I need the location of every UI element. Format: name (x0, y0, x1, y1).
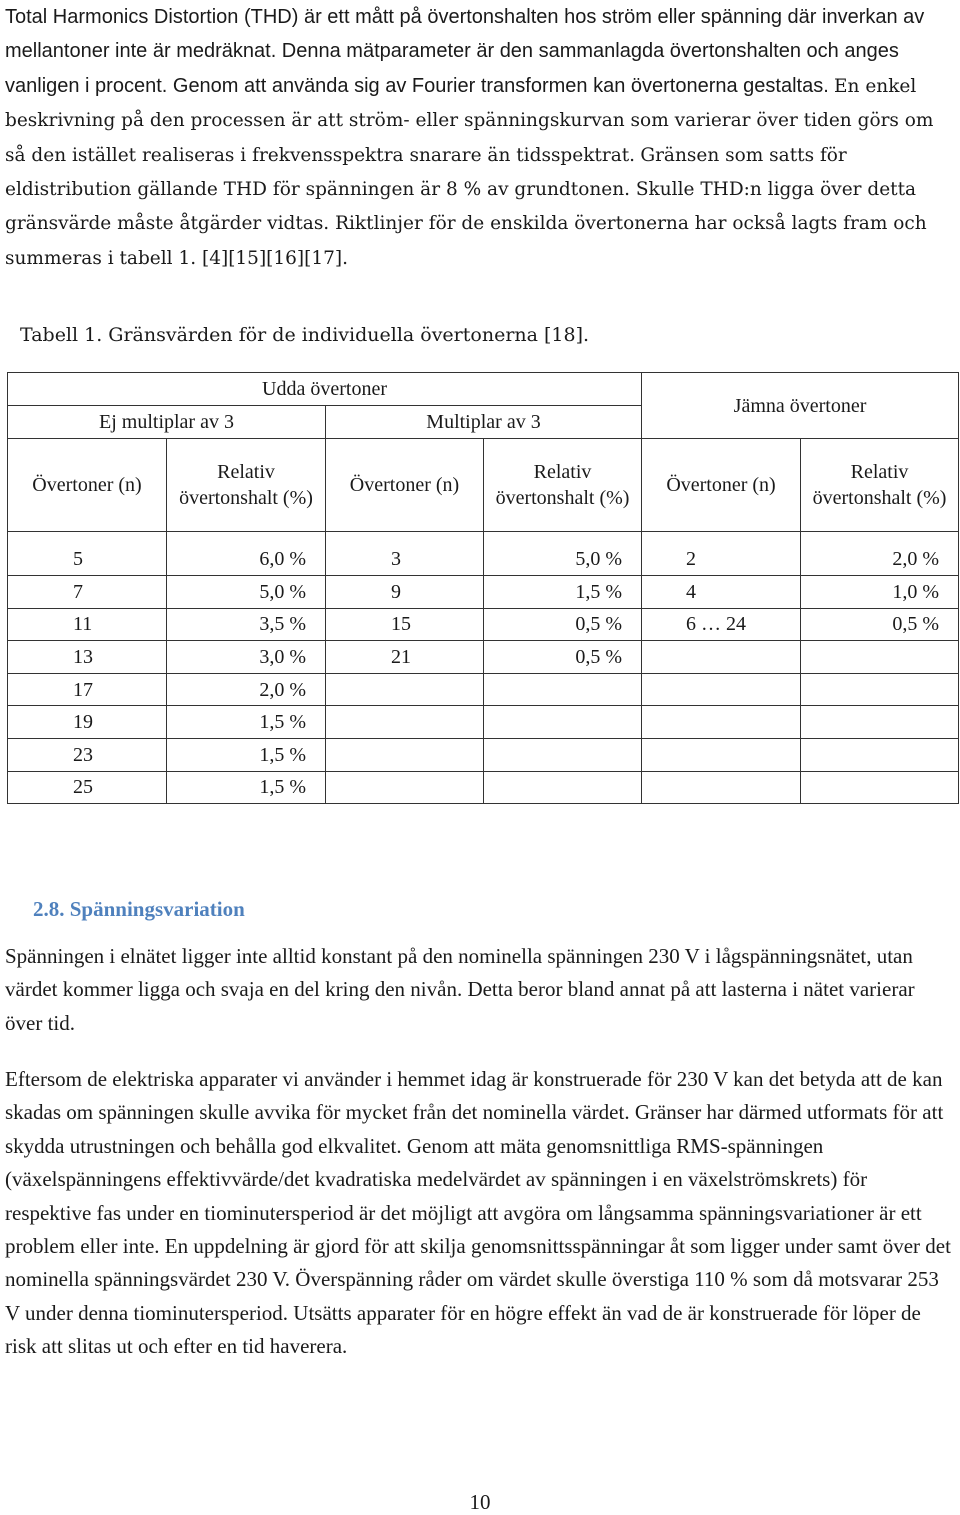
table-row (8, 641, 959, 674)
table-row (8, 532, 959, 576)
cell-n2: 9 (326, 576, 484, 609)
cell-v2 (484, 771, 642, 804)
cell-n3 (642, 673, 801, 706)
cell-v1: 3,5 % (167, 608, 326, 641)
col-harmonic-order: Övertoner (n) (326, 439, 484, 532)
col-harmonic-order: Övertoner (n) (642, 439, 801, 532)
section-heading (33, 897, 245, 922)
cell-n2: 21 (326, 641, 484, 674)
section-paragraph-1: Spänningen i elnätet ligger inte alltid konstant på den nominella spänningen 230 V i lågspänningsnätet, utan värdet kommer ligga och svaja en del kring den nivån. Detta beror bland annat på att lasterna i nätet varierar över tid. (5, 944, 915, 1035)
intro-thd-limit: Gränsen som satts för eldistribution gällande THD för spänningen är 8 % av grundtonen. Skulle THD:n ligga över detta gränsvärde måste åtgärder vidtas. Riktlinjer för de enskilda övertonerna har också lagts fram och summeras i tabell 1. [4][15][16][17]. (5, 144, 927, 269)
header-even-harmonics: Jämna övertoner (642, 373, 959, 439)
cell-n2 (326, 673, 484, 706)
cell-v2: 0,5 % (484, 641, 642, 674)
cell-n2 (326, 771, 484, 804)
cell-v3: 2,0 % (801, 532, 959, 576)
header-not-multiple-of-3: Ej multiplar av 3 (8, 406, 326, 439)
cell-n1: 17 (8, 673, 167, 706)
harmonics-limit-table (7, 372, 959, 804)
col-harmonic-order: Övertoner (n) (8, 439, 167, 532)
cell-n2: 15 (326, 608, 484, 641)
col-relative-content: Relativ övertonshalt (%) (484, 439, 642, 532)
cell-n1: 11 (8, 608, 167, 641)
cell-v1: 1,5 % (167, 771, 326, 804)
table-row (8, 576, 959, 609)
table-row (8, 608, 959, 641)
section-paragraph-2: Eftersom de elektriska apparater vi använder i hemmet idag är konstruerade för 230 V kan det betyda att de kan skadas om spänningen skulle avvika för mycket från det nominella värdet. Gränser har därmed utformats för att skydda utrustningen och behålla god elkvalitet. Genom att mäta genomsnittliga RMS-spänningen (växelspänningens effektivvärde/det kvadratiska medelvärdet av spänningen i en växelströmskrets) för respektive fas under en tiominutersperiod är det möjligt att avgöra om långsamma spänningsvariationer är ett problem eller inte. En uppdelning är gjord för att skilja genomsnittsspänningar åt som ligger under samt över det nominella spänningsvärdet 230 V. Överspänning råder om värdet skulle överstiga 110 % som då motsvarar 253 V under denna tiominutersperiod. Utsätts apparater för en högre effekt än vad de är konstruerade för löper de risk att slitas ut och efter en tid haverera. (5, 1067, 951, 1359)
cell-n1: 23 (8, 738, 167, 771)
cell-v2 (484, 706, 642, 739)
col-relative-content: Relativ övertonshalt (%) (801, 439, 959, 532)
cell-n3 (642, 641, 801, 674)
cell-n3: 2 (642, 532, 801, 576)
cell-n1: 5 (8, 532, 167, 576)
cell-v1: 2,0 % (167, 673, 326, 706)
cell-v2 (484, 673, 642, 706)
cell-n1: 7 (8, 576, 167, 609)
page-number: 10 (469, 1490, 491, 1514)
table-row (8, 738, 959, 771)
table-row (8, 706, 959, 739)
cell-v3 (801, 706, 959, 739)
col-relative-content: Relativ övertonshalt (%) (167, 439, 326, 532)
intro-thd-definition: Total Harmonics Distortion (THD) är ett mått på övertonshalten hos ström eller spänning där inverkan av mellantoner inte är medräknat. Denna mätparameter är den sammanlagda övertonshalten och anges vanligen i procent. Genom att använda sig av Fourier transformen kan övertonerna gestaltas. (5, 6, 925, 97)
table-row (8, 771, 959, 804)
cell-v2: 5,0 % (484, 532, 642, 576)
section-number: 2.8. (33, 897, 65, 921)
cell-n3 (642, 706, 801, 739)
cell-v1: 3,0 % (167, 641, 326, 674)
cell-v3 (801, 771, 959, 804)
cell-n3: 4 (642, 576, 801, 609)
cell-n3 (642, 771, 801, 804)
intro-paragraph (5, 0, 957, 275)
cell-n1: 13 (8, 641, 167, 674)
cell-v1: 1,5 % (167, 706, 326, 739)
cell-n3: 6 … 24 (642, 608, 801, 641)
header-odd-harmonics: Udda övertoner (8, 373, 642, 406)
cell-n1: 25 (8, 771, 167, 804)
cell-v1: 5,0 % (167, 576, 326, 609)
cell-v3 (801, 738, 959, 771)
header-multiple-of-3: Multiplar av 3 (326, 406, 642, 439)
cell-n2 (326, 738, 484, 771)
table-caption: Tabell 1. Gränsvärden för de individuella övertonerna [18]. (20, 324, 590, 346)
cell-n1: 19 (8, 706, 167, 739)
section-title: Spänningsvariation (69, 897, 245, 921)
cell-v3 (801, 673, 959, 706)
cell-v3: 1,0 % (801, 576, 959, 609)
cell-v2: 1,5 % (484, 576, 642, 609)
cell-n2: 3 (326, 532, 484, 576)
cell-v1: 1,5 % (167, 738, 326, 771)
intro-fourier-process: En enkel beskrivning på den processen är att ström- eller spänningskurvan som varierar över tiden görs om så den istället realiseras i frekvensspektra snarare än tidsspektrat. (5, 75, 934, 166)
cell-n2 (326, 706, 484, 739)
cell-v2: 0,5 % (484, 608, 642, 641)
table-row (8, 673, 959, 706)
cell-v3 (801, 641, 959, 674)
cell-v3: 0,5 % (801, 608, 959, 641)
cell-n3 (642, 738, 801, 771)
cell-v1: 6,0 % (167, 532, 326, 576)
cell-v2 (484, 738, 642, 771)
